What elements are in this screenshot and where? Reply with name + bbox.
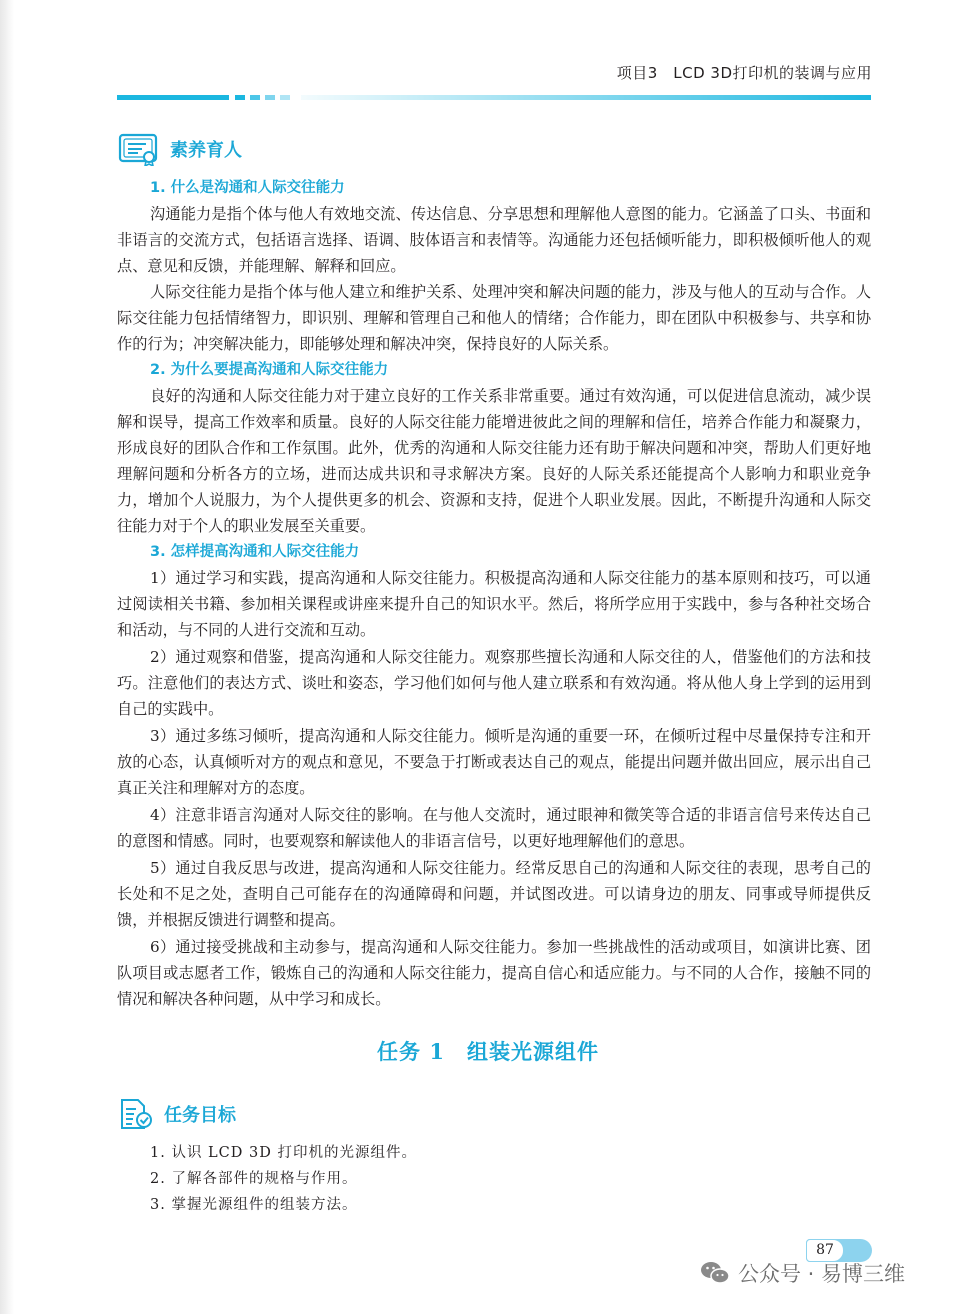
goals-list (150, 1140, 417, 1218)
subheading: 1. 什么是沟通和人际交往能力 (150, 180, 345, 196)
checklist-icon (118, 1098, 154, 1130)
list-item: 1）通过学习和实践，提高沟通和人际交往能力。积极提高沟通和人际交往能力的基本原则和技巧，可以通过阅读相关书籍、参加相关课程或讲座来提升自己的知识水平。然后，将所学应用于实践中，参与各种社交场合和活动，与不同的人进行交流和互动。 (117, 569, 871, 639)
list-item: 3）通过多练习倾听，提高沟通和人际交往能力。倾听是沟通的重要一环，在倾听过程中尽量保持专注和开放的心态，认真倾听对方的观点和意见，不要急于打断或表达自己的观点，能提出问题并做出回应，展示出自己真正关注和理解对方的态度。 (117, 727, 871, 797)
list-item: 2）通过观察和借鉴，提高沟通和人际交往能力。观察那些擅长沟通和人际交往的人，借鉴他们的方法和技巧。注意他们的表达方式、谈吐和姿态，学习他们如何与他人建立联系和有效沟通。将从他人身上学到的运用到自己的实践中。 (117, 648, 871, 718)
section-title-cultivation (118, 132, 242, 166)
header-rule (117, 95, 871, 100)
running-header: 项目3 LCD 3D打印机的装调与应用 (616, 64, 872, 82)
goal-item: 1. 认识 LCD 3D 打印机的光源组件。 (150, 1145, 417, 1161)
section-title-text: 素养育人 (170, 140, 242, 161)
list-item: 4）注意非语言沟通对人际交往的影响。在与他人交流时，通过眼神和微笑等合适的非语言信号来传达自己的意图和情感。同时，也要观察和解读他人的非语言信号，以更好地理解他们的意思。 (117, 806, 871, 850)
task-title: 任务 1 组装光源组件 (377, 1039, 599, 1064)
subheading: 3. 怎样提高沟通和人际交往能力 (150, 544, 360, 560)
goal-item: 2. 了解各部件的规格与作用。 (150, 1171, 358, 1187)
paragraph: 良好的沟通和人际交往能力对于建立良好的工作关系非常重要。通过有效沟通，可以促进信息流动，减少误解和误导，提高工作效率和质量。良好的人际交往能力能增进彼此之间的理解和信任，培养合作能力和凝聚力，形成良好的团队合作和工作氛围。此外，优秀的沟通和人际交往能力还有助于解决问题和冲突，帮助人们更好地理解问题和分析各方的立场，进而达成共识和寻求解决方案。良好的人际关系还能提高个人影响力和职业竞争力，增加个人说服力，为个人提供更多的机会、资源和支持，促进个人职业发展。因此，不断提升沟通和人际交往能力对于个人的职业发展至关重要。 (117, 387, 871, 535)
page-number: 87 (806, 1239, 844, 1262)
wechat-icon (700, 1260, 730, 1286)
watermark (700, 1258, 905, 1288)
subheading: 2. 为什么要提高沟通和人际交往能力 (150, 362, 389, 378)
paragraph: 沟通能力是指个体与他人有效地交流、传达信息、分享思想和理解他人意图的能力。它涵盖了口头、书面和非语言的交流方式，包括语言选择、语调、肢体语言和表情等。沟通能力还包括倾听能力，即积极倾听他人的观点、意见和反馈，并能理解、解释和回应。 (117, 205, 871, 275)
list-item: 6）通过接受挑战和主动参与，提高沟通和人际交往能力。参加一些挑战性的活动或项目，如演讲比赛、团队项目或志愿者工作，锻炼自己的沟通和人际交往能力，提高自信心和适应能力。与不同的人合作，接触不同的情况和解决各种问题，从中学习和成长。 (117, 938, 871, 1008)
list-item: 5）通过自我反思与改进，提高沟通和人际交往能力。经常反思自己的沟通和人际交往的表现，思考自己的长处和不足之处，查明自己可能存在的沟通障碍和问题，并试图改进。可以请身边的朋友、同事或导师提供反馈，并根据反馈进行调整和提高。 (117, 859, 871, 929)
watermark-text: 公众号 · 易博三维 (738, 1262, 906, 1286)
goal-item: 3. 掌握光源组件的组装方法。 (150, 1197, 358, 1213)
section-title-goals (118, 1098, 236, 1130)
paragraph: 人际交往能力是指个体与他人建立和维护关系、处理冲突和解决问题的能力，涉及与他人的互动与合作。人际交往能力包括情绪智力，即识别、理解和管理自己和他人的情绪；合作能力，即在团队中积极参与、共享和协作的行为；冲突解决能力，即能够处理和解决冲突，保持良好的人际关系。 (117, 283, 871, 353)
page-edge-shadow (0, 0, 14, 1314)
section-title-text: 任务目标 (164, 1105, 236, 1126)
section-body (117, 175, 871, 1013)
certificate-icon (118, 132, 160, 166)
